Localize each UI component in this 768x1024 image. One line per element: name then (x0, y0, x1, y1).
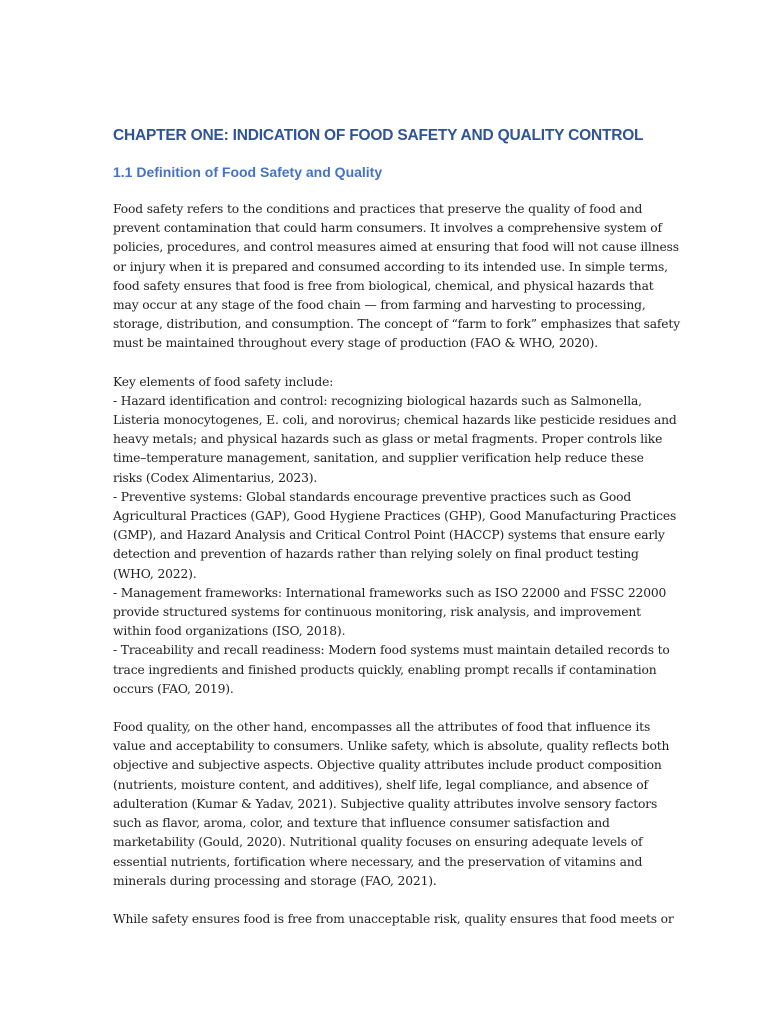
list-item-line: - Hazard identification and control: recognizing biological hazards such as Salmonella, (113, 393, 642, 408)
text-line: marketability (Gould, 2020). Nutritional quality focuses on ensuring adequate levels of (113, 835, 643, 850)
text-line: detection and prevention of hazards rather than relying solely on final product testing (113, 547, 639, 562)
paragraph-key-elements (113, 373, 677, 699)
section-title: 1.1 Definition of Food Safety and Quality (113, 164, 383, 180)
text-line: policies, procedures, and control measures aimed at ensuring that food will not cause illness (113, 240, 679, 255)
text-line: Food quality, on the other hand, encompasses all the attributes of food that influence its (113, 720, 651, 735)
text-line: occurs (FAO, 2019). (113, 681, 234, 696)
text-line: Listeria monocytogenes, E. coli, and norovirus; chemical hazards like pesticide residues and (113, 413, 677, 428)
chapter-title: CHAPTER ONE: INDICATION OF FOOD SAFETY AND QUALITY CONTROL (113, 127, 644, 144)
text-line: While safety ensures food is free from unacceptable risk, quality ensures that food meets or (113, 911, 674, 926)
list-item-line: - Management frameworks: International frameworks such as ISO 22000 and FSSC 22000 (113, 585, 667, 600)
paragraph-food-safety-definition (113, 200, 681, 354)
text-line: prevent contamination that could harm consumers. It involves a comprehensive system of (113, 221, 662, 236)
text-line: adulteration (Kumar & Yadav, 2021). Subjective quality attributes involve sensory factors (113, 796, 658, 811)
text-line: trace ingredients and finished products quickly, enabling prompt recalls if contamination (113, 662, 657, 677)
text-line: (GMP), and Hazard Analysis and Critical Control Point (HACCP) systems that ensure early (113, 528, 665, 543)
text-line: provide structured systems for continuous monitoring, risk analysis, and improvement (113, 605, 641, 620)
text-line: must be maintained throughout every stage of production (FAO & WHO, 2020). (113, 336, 598, 351)
paragraph-spacer (113, 699, 658, 718)
text-line: Food safety refers to the conditions and practices that preserve the quality of food and (113, 202, 643, 216)
text-line: essential nutrients, fortification where necessary, and the preservation of vitamins and (113, 854, 643, 869)
body-text (113, 200, 681, 929)
text-line: minerals during processing and storage (FAO, 2021). (113, 873, 437, 888)
paragraph-spacer (113, 891, 658, 910)
text-line: objective and subjective aspects. Objective quality attributes include product composition (113, 758, 662, 773)
text-line: within food organizations (ISO, 2018). (113, 624, 346, 639)
paragraph-food-quality (113, 718, 670, 891)
text-line: may occur at any stage of the food chain — from farming and harvesting to processing, (113, 298, 646, 313)
list-item-line: - Preventive systems: Global standards encourage preventive practices such as Good (113, 489, 632, 504)
text-line: Agricultural Practices (GAP), Good Hygiene Practices (GHP), Good Manufacturing Practices (113, 509, 677, 524)
paragraph-safety-vs-quality (113, 910, 674, 929)
list-item-line: - Traceability and recall readiness: Modern food systems must maintain detailed records to (113, 643, 670, 658)
document-content (113, 126, 681, 929)
text-line: Key elements of food safety include: (113, 374, 334, 389)
text-line: or injury when it is prepared and consumed according to its intended use. In simple terms, (113, 259, 668, 274)
text-line: storage, distribution, and consumption. The concept of “farm to fork” emphasizes that safety (113, 317, 681, 332)
text-line: value and acceptability to consumers. Unlike safety, which is absolute, quality reflects both (113, 739, 670, 754)
text-line: food safety ensures that food is free from biological, chemical, and physical hazards that (113, 278, 654, 293)
text-line: (WHO, 2022). (113, 566, 197, 581)
text-line: risks (Codex Alimentarius, 2023). (113, 470, 318, 485)
paragraph-spacer (113, 354, 658, 373)
text-line: time–temperature management, sanitation, and supplier verification help reduce these (113, 451, 644, 466)
text-line: such as flavor, aroma, color, and texture that influence consumer satisfaction and (113, 816, 610, 831)
text-line: (nutrients, moisture content, and additives), shelf life, legal compliance, and absence of (113, 777, 648, 792)
text-line: heavy metals; and physical hazards such as glass or metal fragments. Proper controls like (113, 432, 663, 447)
